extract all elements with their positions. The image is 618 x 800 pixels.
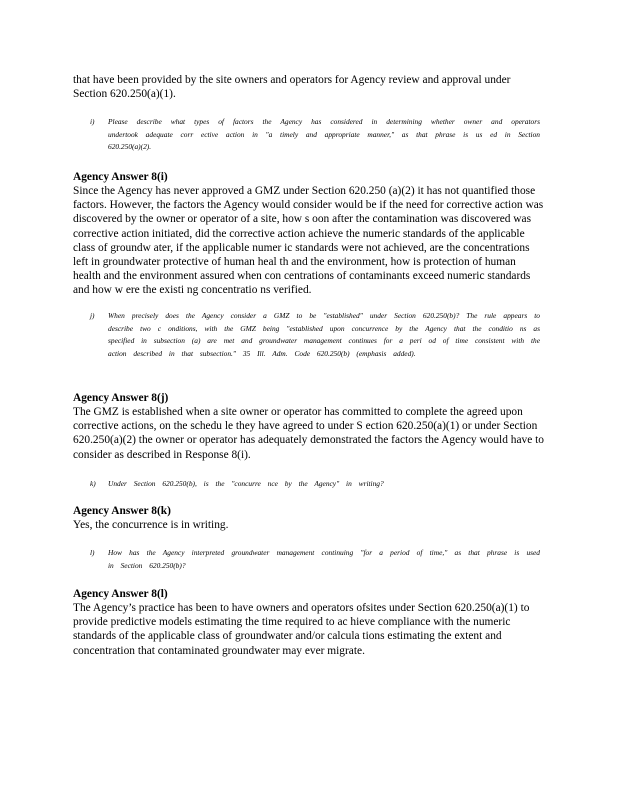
answer-heading-8k: Agency Answer 8(k) — [73, 505, 171, 517]
question-marker: k) — [90, 479, 96, 488]
question-text: Please describe what types of factors the Agency has considered in determining whether owner and operators undertook adequate corr ective action in "a timely and appropriate manner," as that phrase is us ed in Section 620.250(a)(2). — [108, 117, 540, 151]
answer-paragraph-8i: Since the Agency has never approved a GMZ under Section 620.250 (a)(2) it has not quantified those factors. However, the factors the Agency would consider would be if the need for corrective action was discovered by the owner or operator of a site, how s oon after the contamination was discovered was corrective action initiated, did the corrective action achieve the numeric standards of the applicable class of groundw ater, if the applicable numer ic standards were not achieved, are the concentrations left in groundwater protective of human heal th and the environment, how is protection of human health and the environment assured when con centrations of contaminants exceed numeric standards and how w ere the existi ng concentratio ns verified. — [73, 185, 544, 297]
question-marker: l) — [90, 548, 95, 557]
answer-paragraph-8j: The GMZ is established when a site owner or operator has committed to complete the agreed upon corrective actions, on the schedu le they have agreed to under S ection 620.250(a)(1) or under Section 620.250(a)(2) the owner or operator has adequately demonstrated the factors the Agency would have to consider as described in Response 8(i). — [73, 406, 544, 461]
answer-paragraph-8l: The Agency’s practice has been to have owners and operators ofsites under Section 620.250(a)(1) to provide predictive models estimating the time required to ac hieve compliance with the numeric standards of the applicable class of groundwater and/or calcula tions estimating the extent and concentration that contaminated groundwater may ever migrate. — [73, 602, 530, 657]
question-j — [90, 310, 540, 360]
answer-heading-8l: Agency Answer 8(l) — [73, 588, 168, 600]
answer-paragraph-8k: Yes, the concurrence is in writing. — [73, 519, 229, 531]
question-marker: i) — [90, 117, 95, 126]
question-text: When precisely does the Agency consider a GMZ to be "established" under Section 620.250(b)? The rule appears to describe two c onditions, with the GMZ being "established upon concurrence by the Agency that the conditio ns as specified in subsection (a) are met and groundwater management continues for a peri od of time consistent with the action described in that subsection." 35 Ill. Adm. Code 620.250(b) (emphasis added). — [108, 311, 540, 358]
question-text: Under Section 620.250(b), is the "concurre nce by the Agency" in writing? — [108, 479, 384, 488]
answer-heading-8i: Agency Answer 8(i) — [73, 171, 168, 183]
question-l — [90, 547, 540, 572]
question-k — [90, 478, 540, 491]
question-text: How has the Agency interpreted groundwater management continuing "for a period of time," as that phrase is used in Section 620.250(b)? — [108, 548, 540, 570]
question-marker: j) — [90, 311, 95, 320]
answer-heading-8j: Agency Answer 8(j) — [73, 392, 169, 404]
question-i — [90, 116, 540, 154]
intro-paragraph: that have been provided by the site owners and operators for Agency review and approval under Section 620.250(a)(1). — [73, 74, 511, 101]
